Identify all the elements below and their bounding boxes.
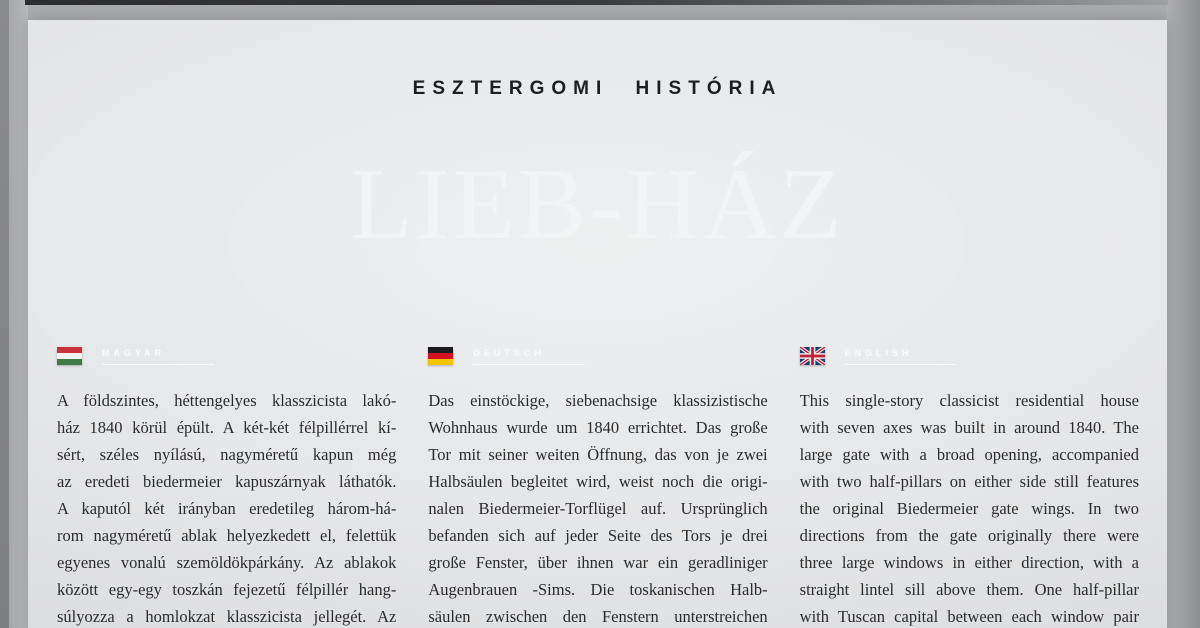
page-title: LIEB-HÁZ bbox=[350, 148, 845, 261]
sign-panel bbox=[28, 20, 1167, 628]
body-text-english bbox=[800, 387, 1139, 628]
text-line: straight lintel sill above them. One half-pillar bbox=[799, 580, 1139, 599]
deutsch-heading bbox=[428, 345, 767, 365]
column-magyar bbox=[57, 345, 396, 628]
text-line: with two half-pillars on either side still features bbox=[799, 472, 1139, 491]
text-line: säulen zwischen den Fenstern unterstreichen bbox=[428, 607, 768, 626]
body-text-magyar bbox=[57, 387, 396, 628]
text-line: the original Biedermeier gate wings. In two bbox=[799, 499, 1139, 518]
hungary-flag-icon bbox=[57, 347, 82, 365]
flag-stripe bbox=[428, 359, 453, 365]
language-label-magyar: MAGYAR bbox=[102, 348, 214, 365]
text-line: nalen Biedermeier-Torflügel auf. Ursprünglich bbox=[428, 499, 768, 518]
text-line: sért, széles nyílású, nagyméretű kapun még bbox=[57, 445, 397, 464]
board-top-rim bbox=[25, 0, 1168, 5]
magyar-heading bbox=[57, 345, 396, 365]
text-line: között egy-egy toszkán fejezetű félpillér hang- bbox=[57, 580, 397, 599]
column-deutsch bbox=[428, 345, 767, 628]
text-line: three large windows in either direction, with a bbox=[799, 553, 1139, 572]
uk-flag-icon bbox=[800, 347, 825, 365]
text-line: Augenbrauen -Sims. Die toskanischen Halb- bbox=[428, 580, 768, 599]
left-edge-shadow bbox=[0, 0, 9, 628]
text-line: A kaputól két irányban eredetileg három-há- bbox=[57, 499, 397, 518]
text-line: Wohnhaus wurde um 1840 errichtet. Das große bbox=[428, 418, 768, 437]
text-line: befanden sich auf jeder Seite des Tors je drei bbox=[428, 526, 768, 545]
language-label-english: ENGLISH bbox=[845, 348, 957, 365]
text-line: ház 1840 körül épült. A két-két félpillérrel kí- bbox=[57, 418, 397, 437]
text-line: directions from the gate originally there were bbox=[799, 526, 1139, 545]
series-kicker: ESZTERGOMI HISTÓRIA bbox=[412, 78, 783, 99]
column-english bbox=[800, 345, 1139, 628]
english-heading bbox=[800, 345, 1139, 365]
text-line: large gate with a broad opening, accompanied bbox=[799, 445, 1139, 464]
language-label-deutsch: DEUTSCH bbox=[473, 348, 585, 365]
right-edge-shadow bbox=[1166, 0, 1200, 628]
text-line: A földszintes, héttengelyes klasszicista lakó- bbox=[57, 391, 397, 410]
text-line: große Fenster, über ihnen war ein geradliniger bbox=[428, 553, 768, 572]
text-line: This single-story classicist residential house bbox=[799, 391, 1139, 410]
text-line: Das einstöckige, siebenachsige klassizistische bbox=[428, 391, 768, 410]
body-text-deutsch bbox=[428, 387, 767, 628]
text-line: Halbsäulen begleitet wird, weist noch die origi- bbox=[428, 472, 768, 491]
text-line: with seven axes was built in around 1840. The bbox=[799, 418, 1139, 437]
text-line: with Tuscan capital between each window pair bbox=[799, 607, 1139, 626]
text-line: Tor mit seiner weiten Öffnung, das von je zwei bbox=[428, 445, 768, 464]
language-columns bbox=[57, 345, 1139, 628]
board-side-edge bbox=[9, 0, 28, 628]
text-line: egyenes vonalú szemöldökpárkány. Az ablakok bbox=[57, 553, 397, 572]
germany-flag-icon bbox=[428, 347, 453, 365]
text-line: az eredeti biedermeier kapuszárnyak láthatók. bbox=[57, 472, 397, 491]
text-line: súlyozza a homlokzat klasszicista jellegét. Az bbox=[57, 607, 397, 626]
text-line: rom nagyméretű ablak helyezkedett el, felettük bbox=[57, 526, 397, 545]
flag-stripe bbox=[57, 359, 82, 365]
